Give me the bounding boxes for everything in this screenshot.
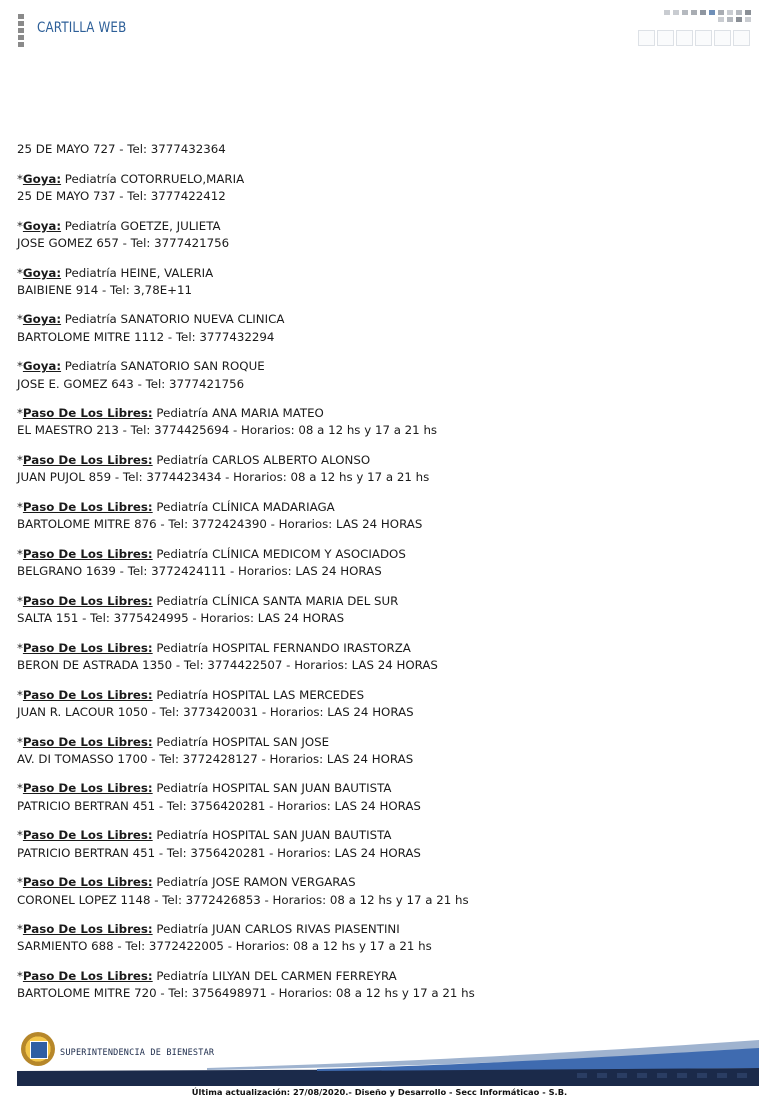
- provider-entry: [17, 593, 747, 627]
- entry-prefix: *: [17, 687, 23, 702]
- provider-address: JOSE E. GOMEZ 643 - Tel: 3777421756: [17, 376, 245, 391]
- provider-specialty: Pediatría HOSPITAL SAN JUAN BAUTISTA: [152, 781, 392, 796]
- entry-prefix: *: [17, 218, 23, 233]
- entry-prefix: *: [17, 640, 23, 655]
- entry-prefix: *: [17, 922, 23, 937]
- city-name: Paso De Los Libres:: [22, 875, 153, 890]
- provider-address: PATRICIO BERTRAN 451 - Tel: 3756420281 - Horarios: LAS 24 HORAS: [17, 845, 421, 860]
- provider-entry: [17, 734, 747, 768]
- provider-specialty: Pediatría SANATORIO NUEVA CLINICA: [61, 312, 285, 327]
- provider-heading: [17, 405, 747, 422]
- provider-entry: [17, 874, 747, 908]
- provider-address: JOSE GOMEZ 657 - Tel: 3777421756: [17, 235, 230, 250]
- provider-specialty: Pediatría HOSPITAL SAN JOSE: [152, 734, 330, 749]
- provider-address: BAIBIENE 914 - Tel: 3,78E+11: [17, 282, 193, 297]
- provider-entry: [17, 640, 747, 674]
- provider-address: BELGRANO 1639 - Tel: 3772424111 - Horarios: LAS 24 HORAS: [17, 564, 382, 579]
- provider-entry: [17, 499, 747, 533]
- provider-entry: [17, 452, 747, 486]
- provider-entry: [17, 405, 747, 439]
- provider-heading: [17, 780, 747, 797]
- provider-entry: [17, 218, 747, 252]
- provider-entry: [17, 968, 747, 1002]
- city-name: Paso De Los Libres:: [22, 922, 153, 937]
- entry-prefix: *: [17, 969, 23, 984]
- provider-specialty: Pediatría SANATORIO SAN ROQUE: [61, 359, 265, 374]
- city-name: Paso De Los Libres:: [22, 406, 153, 421]
- provider-address: JUAN PUJOL 859 - Tel: 3774423434 - Horarios: 08 a 12 hs y 17 a 21 hs: [17, 470, 430, 485]
- city-name: Paso De Los Libres:: [22, 640, 153, 655]
- provider-entry: [17, 827, 747, 861]
- entry-prefix: *: [17, 546, 23, 561]
- provider-specialty: Pediatría HOSPITAL FERNANDO IRASTORZA: [152, 640, 411, 655]
- city-name: Paso De Los Libres:: [22, 828, 153, 843]
- provider-specialty: Pediatría HOSPITAL LAS MERCEDES: [152, 687, 365, 702]
- entry-prefix: *: [17, 734, 23, 749]
- provider-heading: [17, 358, 747, 375]
- provider-specialty: Pediatría CLÍNICA SANTA MARIA DEL SUR: [152, 593, 399, 608]
- city-name: Paso De Los Libres:: [22, 781, 153, 796]
- provider-heading: [17, 734, 747, 751]
- city-name: Paso De Los Libres:: [22, 500, 153, 515]
- city-name: Paso De Los Libres:: [22, 734, 153, 749]
- provider-entry: [17, 171, 747, 205]
- provider-specialty: Pediatría JOSE RAMON VERGARAS: [152, 875, 356, 890]
- provider-specialty: Pediatría HEINE, VALERIA: [61, 265, 214, 280]
- provider-heading: [17, 499, 747, 516]
- city-name: Goya:: [22, 218, 62, 233]
- provider-heading: [17, 921, 747, 938]
- provider-address: AV. DI TOMASSO 1700 - Tel: 3772428127 - Horarios: LAS 24 HORAS: [17, 751, 414, 766]
- city-name: Goya:: [22, 171, 62, 186]
- entry-prefix: *: [17, 359, 23, 374]
- last-update-text: Última actualización: 27/08/2020.- Diseño y Desarrollo - Secc Informáticao - S.B.: [191, 1087, 568, 1097]
- provider-entry: [17, 780, 747, 814]
- provider-address: EL MAESTRO 213 - Tel: 3774425694 - Horarios: 08 a 12 hs y 17 a 21 hs: [17, 423, 438, 438]
- provider-specialty: Pediatría CLÍNICA MEDICOM Y ASOCIADOS: [152, 546, 406, 561]
- provider-specialty: Pediatría GOETZE, JULIETA: [61, 218, 221, 233]
- provider-heading: [17, 640, 747, 657]
- provider-entry: [17, 358, 747, 392]
- provider-heading: [17, 452, 747, 469]
- entry-prefix: *: [17, 828, 23, 843]
- provider-entry: [17, 921, 747, 955]
- provider-heading: [17, 311, 747, 328]
- provider-address: CORONEL LOPEZ 1148 - Tel: 3772426853 - Horarios: 08 a 12 hs y 17 a 21 hs: [17, 892, 469, 907]
- provider-address: PATRICIO BERTRAN 451 - Tel: 3756420281 - Horarios: LAS 24 HORAS: [17, 798, 421, 813]
- provider-specialty: Pediatría HOSPITAL SAN JUAN BAUTISTA: [152, 828, 392, 843]
- provider-heading: [17, 827, 747, 844]
- provider-specialty: Pediatría CLÍNICA MADARIAGA: [152, 500, 335, 515]
- page-title: CARTILLA WEB: [37, 20, 127, 36]
- provider-entry: [17, 265, 747, 299]
- superintendencia-logo-icon: [21, 1032, 55, 1066]
- provider-address: SARMIENTO 688 - Tel: 3772422005 - Horarios: 08 a 12 hs y 17 a 21 hs: [17, 939, 432, 954]
- entry-prefix: *: [17, 171, 23, 186]
- provider-address: JUAN R. LACOUR 1050 - Tel: 3773420031 - Horarios: LAS 24 HORAS: [17, 704, 414, 719]
- provider-address: 25 DE MAYO 727 - Tel: 3777432364: [17, 142, 226, 156]
- city-name: Paso De Los Libres:: [22, 969, 153, 984]
- entry-prefix: *: [17, 875, 23, 890]
- provider-specialty: Pediatría ANA MARIA MATEO: [152, 406, 324, 421]
- provider-specialty: Pediatría JUAN CARLOS RIVAS PIASENTINI: [152, 922, 400, 937]
- provider-address: BERON DE ASTRADA 1350 - Tel: 3774422507 - Horarios: LAS 24 HORAS: [17, 657, 438, 672]
- header-decoration-icon: [634, 10, 759, 48]
- provider-heading: [17, 687, 747, 704]
- page-footer: [17, 1028, 759, 1088]
- provider-specialty: Pediatría LILYAN DEL CARMEN FERREYRA: [152, 969, 397, 984]
- page-header: [0, 0, 759, 60]
- provider-address: SALTA 151 - Tel: 3775424995 - Horarios: LAS 24 HORAS: [17, 611, 345, 626]
- provider-address: BARTOLOME MITRE 876 - Tel: 3772424390 - Horarios: LAS 24 HORAS: [17, 517, 423, 532]
- provider-heading: [17, 218, 747, 235]
- city-name: Paso De Los Libres:: [22, 453, 153, 468]
- provider-entry: [17, 141, 747, 158]
- footer-band-graphic: [17, 1028, 759, 1088]
- city-name: Goya:: [22, 359, 62, 374]
- provider-address: BARTOLOME MITRE 720 - Tel: 3756498971 - Horarios: 08 a 12 hs y 17 a 21 hs: [17, 986, 475, 1001]
- provider-entry: [17, 546, 747, 580]
- city-name: Goya:: [22, 265, 62, 280]
- provider-address: BARTOLOME MITRE 1112 - Tel: 3777432294: [17, 329, 275, 344]
- provider-specialty: Pediatría CARLOS ALBERTO ALONSO: [152, 453, 371, 468]
- provider-heading: [17, 593, 747, 610]
- provider-address: 25 DE MAYO 737 - Tel: 3777422412: [17, 188, 226, 203]
- city-name: Paso De Los Libres:: [22, 687, 153, 702]
- entry-prefix: *: [17, 406, 23, 421]
- provider-entry: [17, 687, 747, 721]
- provider-heading: [17, 968, 747, 985]
- city-name: Paso De Los Libres:: [22, 593, 153, 608]
- provider-heading: [17, 546, 747, 563]
- entry-prefix: *: [17, 312, 23, 327]
- entry-prefix: *: [17, 453, 23, 468]
- entry-prefix: *: [17, 500, 23, 515]
- provider-heading: [17, 265, 747, 282]
- entry-prefix: *: [17, 593, 23, 608]
- city-name: Paso De Los Libres:: [22, 546, 153, 561]
- provider-entry: [17, 311, 747, 345]
- provider-list: [17, 141, 747, 1015]
- entry-prefix: *: [17, 781, 23, 796]
- city-name: Goya:: [22, 312, 62, 327]
- organization-name: SUPERINTENDENCIA DE BIENESTAR: [60, 1048, 215, 1058]
- provider-heading: [17, 171, 747, 188]
- provider-heading: [17, 874, 747, 891]
- entry-prefix: *: [17, 265, 23, 280]
- provider-specialty: Pediatría COTORRUELO,MARIA: [61, 171, 245, 186]
